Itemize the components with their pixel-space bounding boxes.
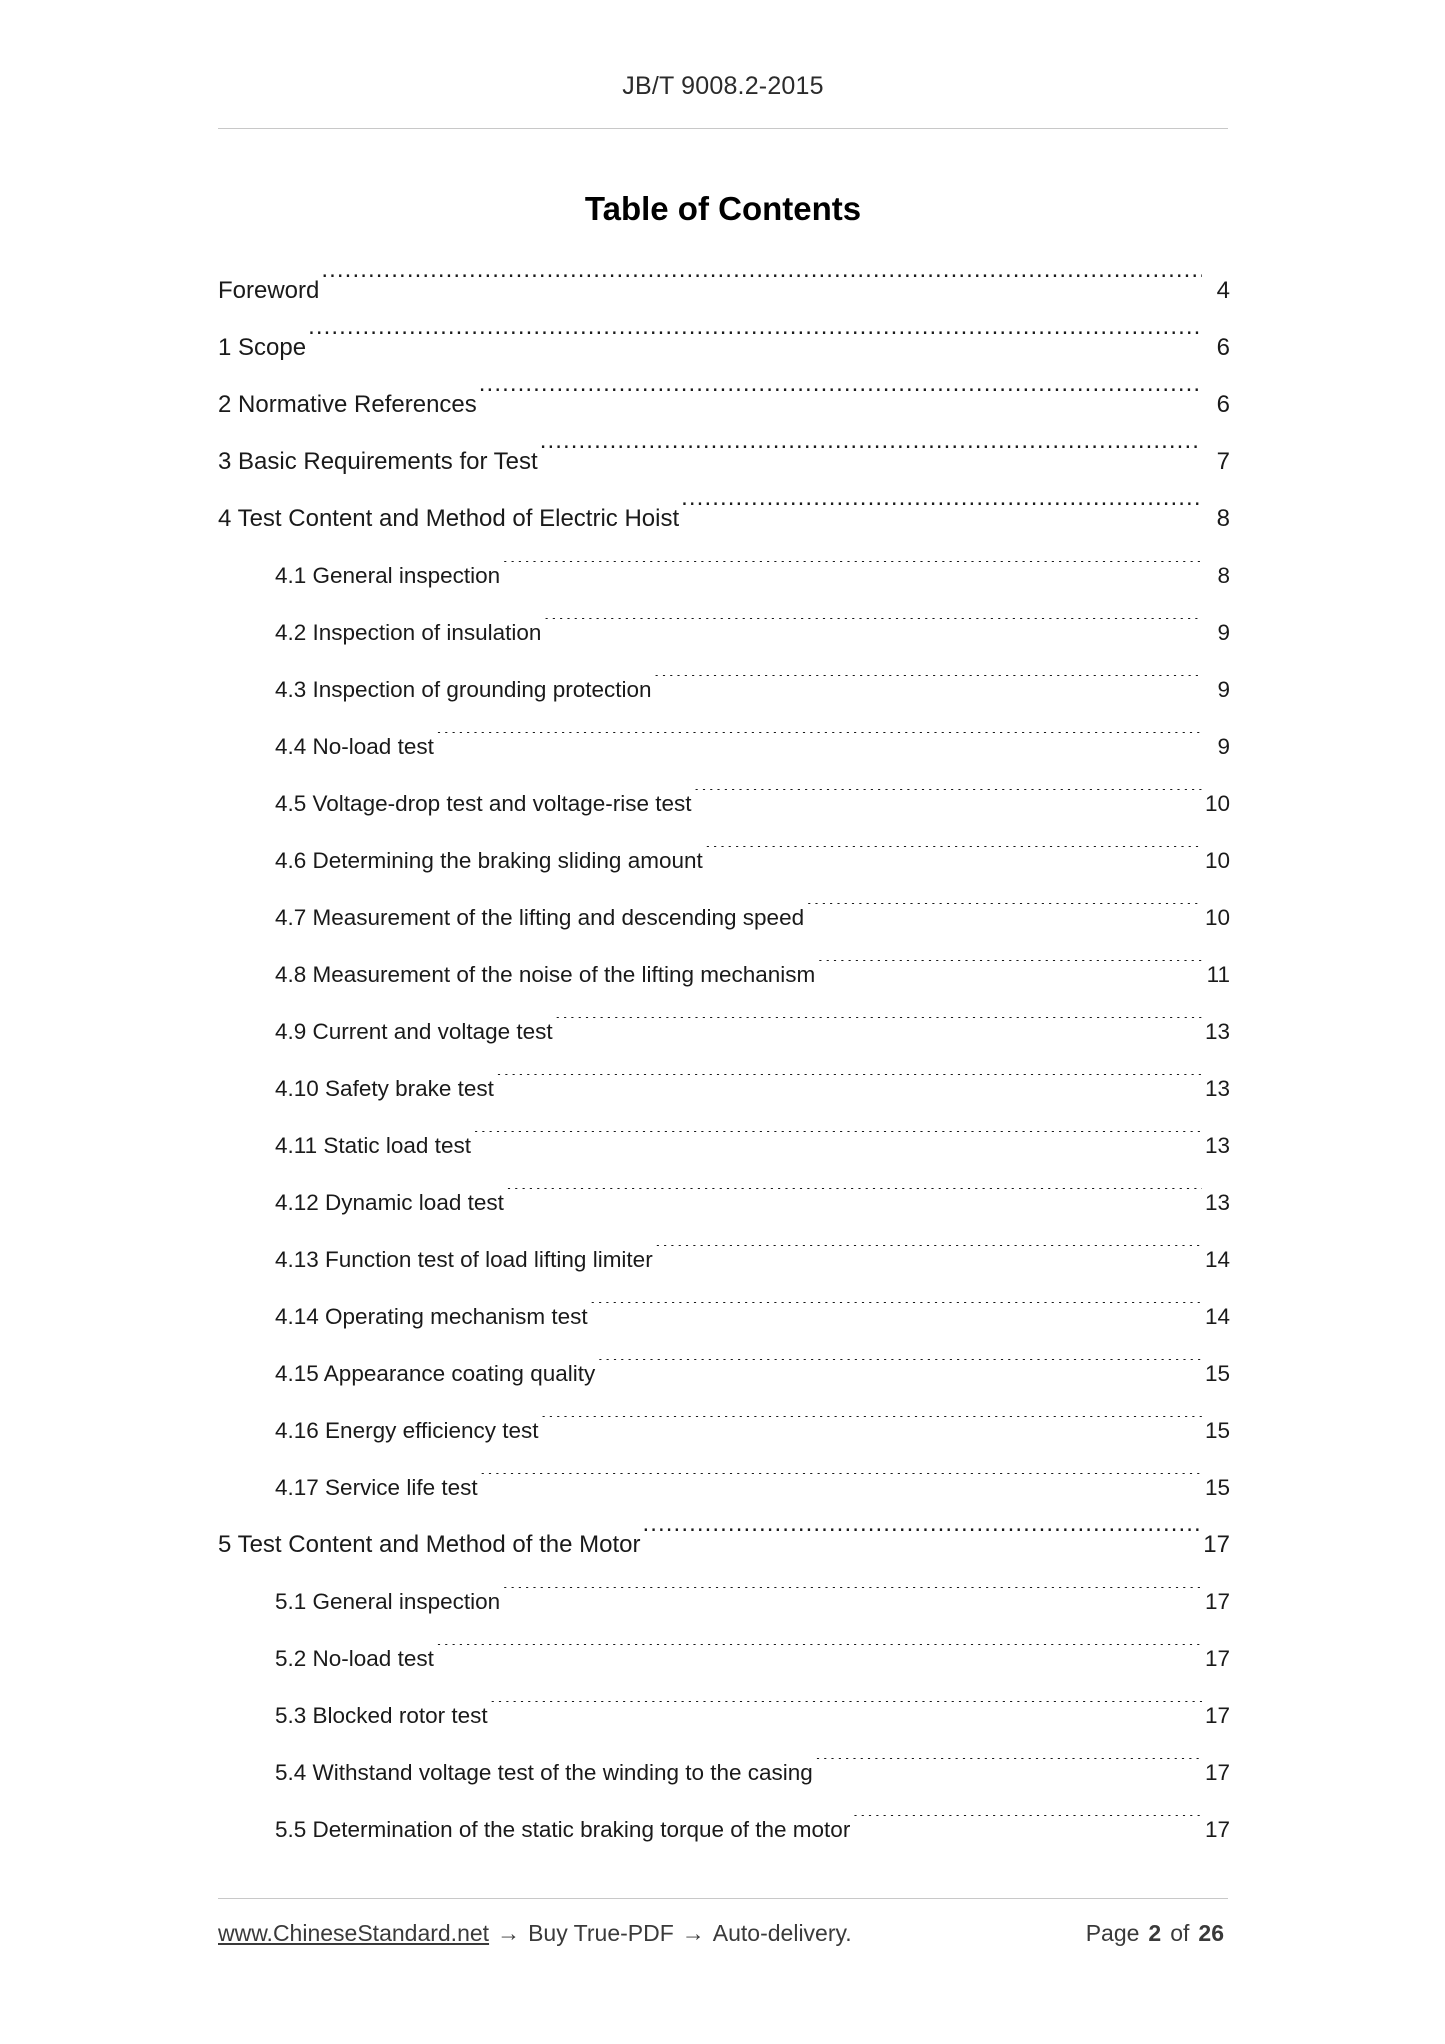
toc-entry-page: 6: [1216, 334, 1230, 361]
toc-leader-dots: [852, 1815, 1202, 1838]
toc-entry-label: 4.14 Operating mechanism test: [275, 1304, 588, 1329]
toc-entry-label: 5.4 Withstand voltage test of the winding to the casing: [275, 1760, 813, 1785]
toc-leader-dots: [817, 960, 1202, 983]
toc-entry-page: 9: [1217, 677, 1230, 702]
toc-entry-label: Foreword: [218, 277, 320, 304]
footer-buy-text: Buy True-PDF: [528, 1920, 674, 1946]
toc-entry[interactable]: [218, 547, 1230, 604]
toc-entry-page: 17: [1204, 1589, 1230, 1614]
footer-arrow-1-icon: →: [497, 1920, 521, 1946]
toc-entry-page: 10: [1204, 791, 1230, 816]
toc-entry-label: 2 Normative References: [218, 391, 477, 418]
toc-entry-page: 15: [1204, 1418, 1230, 1443]
page-footer: [218, 1920, 1228, 1947]
toc-leader-dots: [436, 732, 1202, 755]
header-divider: [218, 128, 1228, 129]
page-header-standard-code: JB/T 9008.2-2015: [622, 72, 824, 100]
toc-entry-page: 15: [1204, 1475, 1230, 1500]
footer-page-number: 2: [1148, 1920, 1162, 1946]
toc-leader-dots: [543, 618, 1202, 641]
toc-entry-label: 4 Test Content and Method of Electric Hoist: [218, 505, 680, 532]
toc-leader-dots: [473, 1131, 1202, 1154]
toc-entry-label: 4.9 Current and voltage test: [275, 1019, 553, 1044]
footer-delivery-text: Auto-delivery.: [712, 1920, 852, 1946]
toc-leader-dots: [506, 1188, 1202, 1211]
toc-entry-page: 11: [1206, 962, 1230, 987]
toc-entry[interactable]: [218, 1060, 1230, 1117]
page-title: Table of Contents: [584, 190, 862, 227]
toc-entry[interactable]: [218, 1231, 1230, 1288]
toc-entry-page: 15: [1204, 1361, 1230, 1386]
toc-entry[interactable]: [218, 1345, 1230, 1402]
toc-leader-dots: [806, 903, 1202, 926]
toc-entry-page: 9: [1217, 734, 1230, 759]
toc-entry[interactable]: [218, 946, 1230, 1003]
toc-entry[interactable]: [218, 1630, 1230, 1687]
toc-leader-dots: [555, 1017, 1202, 1040]
toc-entry-label: 4.17 Service life test: [275, 1475, 478, 1500]
toc-entry[interactable]: [218, 775, 1230, 832]
toc-entry-label: 4.8 Measurement of the noise of the lifting mechanism: [275, 962, 816, 987]
toc-entry[interactable]: [218, 1402, 1230, 1459]
toc-entry-label: 5.3 Blocked rotor test: [275, 1703, 488, 1728]
toc-leader-dots: [590, 1302, 1202, 1325]
footer-of-word: of: [1170, 1920, 1190, 1946]
toc-entry[interactable]: [218, 832, 1230, 889]
toc-entry-page: 4: [1216, 277, 1230, 304]
toc-entry-label: 4.2 Inspection of insulation: [275, 620, 542, 645]
toc-leader-dots: [502, 561, 1202, 584]
toc-entry[interactable]: [218, 433, 1230, 490]
toc-leader-dots: [321, 274, 1202, 298]
toc-entry[interactable]: [218, 1687, 1230, 1744]
toc-entry[interactable]: [218, 1573, 1230, 1630]
footer-site-link[interactable]: www.ChineseStandard.net: [218, 1920, 490, 1946]
toc-entry-label: 4.16 Energy efficiency test: [275, 1418, 539, 1443]
toc-entry-label: 4.6 Determining the braking sliding amount: [275, 848, 703, 873]
toc-leader-dots: [496, 1074, 1202, 1097]
footer-divider: [218, 1898, 1228, 1899]
toc-entry[interactable]: [218, 1174, 1230, 1231]
toc-entry-label: 5.2 No-load test: [275, 1646, 434, 1671]
toc-leader-dots: [540, 445, 1202, 469]
toc-entry[interactable]: [218, 262, 1230, 319]
toc-leader-dots: [705, 846, 1202, 869]
toc-leader-dots: [490, 1701, 1202, 1724]
toc-entry[interactable]: [218, 661, 1230, 718]
toc-leader-dots: [654, 675, 1202, 698]
toc-entry-label: 4.4 No-load test: [275, 734, 434, 759]
toc-entry-page: 8: [1216, 505, 1230, 532]
toc-leader-dots: [655, 1245, 1202, 1268]
toc-entry-page: 13: [1204, 1019, 1230, 1044]
toc-entry-page: 13: [1204, 1133, 1230, 1158]
footer-total-pages: 26: [1198, 1920, 1224, 1946]
toc-leader-dots: [308, 331, 1202, 355]
toc-leader-dots: [502, 1587, 1202, 1610]
toc-entry-label: 4.1 General inspection: [275, 563, 501, 588]
toc-entry-page: 10: [1204, 848, 1230, 873]
toc-entry[interactable]: [218, 376, 1230, 433]
toc-entry-page: 17: [1203, 1531, 1230, 1558]
toc-entry-label: 5.1 General inspection: [275, 1589, 501, 1614]
toc-leader-dots: [642, 1528, 1201, 1552]
toc-entry[interactable]: [218, 319, 1230, 376]
toc-entry-page: 7: [1216, 448, 1230, 475]
toc-entry[interactable]: [218, 889, 1230, 946]
toc-entry-label: 4.11 Static load test: [275, 1133, 471, 1158]
toc-entry-label: 4.10 Safety brake test: [275, 1076, 494, 1101]
toc-entry[interactable]: [218, 1459, 1230, 1516]
toc-leader-dots: [597, 1359, 1202, 1382]
toc-entry-label: 4.12 Dynamic load test: [275, 1190, 504, 1215]
table-of-contents: [218, 262, 1230, 1858]
toc-entry-label: 5 Test Content and Method of the Motor: [218, 1531, 641, 1558]
toc-entry-page: 10: [1204, 905, 1230, 930]
toc-entry[interactable]: [218, 1117, 1230, 1174]
toc-leader-dots: [681, 502, 1202, 526]
toc-entry-page: 17: [1204, 1646, 1230, 1671]
toc-entry-label: 4.3 Inspection of grounding protection: [275, 677, 652, 702]
toc-leader-dots: [436, 1644, 1202, 1667]
toc-entry-page: 13: [1204, 1190, 1230, 1215]
toc-entry-label: 5.5 Determination of the static braking torque of the motor: [275, 1817, 851, 1842]
toc-entry-label: 4.13 Function test of load lifting limiter: [275, 1247, 653, 1272]
toc-entry-page: 8: [1217, 563, 1230, 588]
footer-pagination: [1086, 1920, 1224, 1947]
toc-entry[interactable]: [218, 604, 1230, 661]
toc-entry-label: 3 Basic Requirements for Test: [218, 448, 538, 475]
toc-entry-page: 14: [1204, 1304, 1230, 1329]
toc-entry-label: 1 Scope: [218, 334, 307, 361]
toc-entry[interactable]: [218, 718, 1230, 775]
toc-entry-label: 4.5 Voltage-drop test and voltage-rise test: [275, 791, 692, 816]
toc-entry-label: 4.7 Measurement of the lifting and descending speed: [275, 905, 805, 930]
toc-entry-page: 17: [1204, 1760, 1230, 1785]
toc-entry[interactable]: [218, 1801, 1230, 1858]
toc-leader-dots: [480, 1473, 1202, 1496]
toc-leader-dots: [541, 1416, 1203, 1439]
toc-entry-label: 4.15 Appearance coating quality: [275, 1361, 596, 1386]
toc-entry[interactable]: [218, 1003, 1230, 1060]
toc-leader-dots: [694, 789, 1202, 812]
footer-page-word: Page: [1085, 1920, 1140, 1946]
toc-entry-page: 17: [1204, 1703, 1230, 1728]
toc-leader-dots: [479, 388, 1202, 412]
toc-entry-page: 17: [1204, 1817, 1230, 1842]
toc-entry-page: 13: [1204, 1076, 1230, 1101]
toc-entry[interactable]: [218, 1516, 1230, 1573]
toc-entry-page: 14: [1204, 1247, 1230, 1272]
toc-entry[interactable]: [218, 1744, 1230, 1801]
toc-entry-page: 6: [1216, 391, 1230, 418]
toc-entry[interactable]: [218, 1288, 1230, 1345]
footer-arrow-2-icon: →: [681, 1920, 705, 1946]
toc-entry-page: 9: [1217, 620, 1230, 645]
toc-entry[interactable]: [218, 490, 1230, 547]
toc-leader-dots: [815, 1758, 1202, 1781]
